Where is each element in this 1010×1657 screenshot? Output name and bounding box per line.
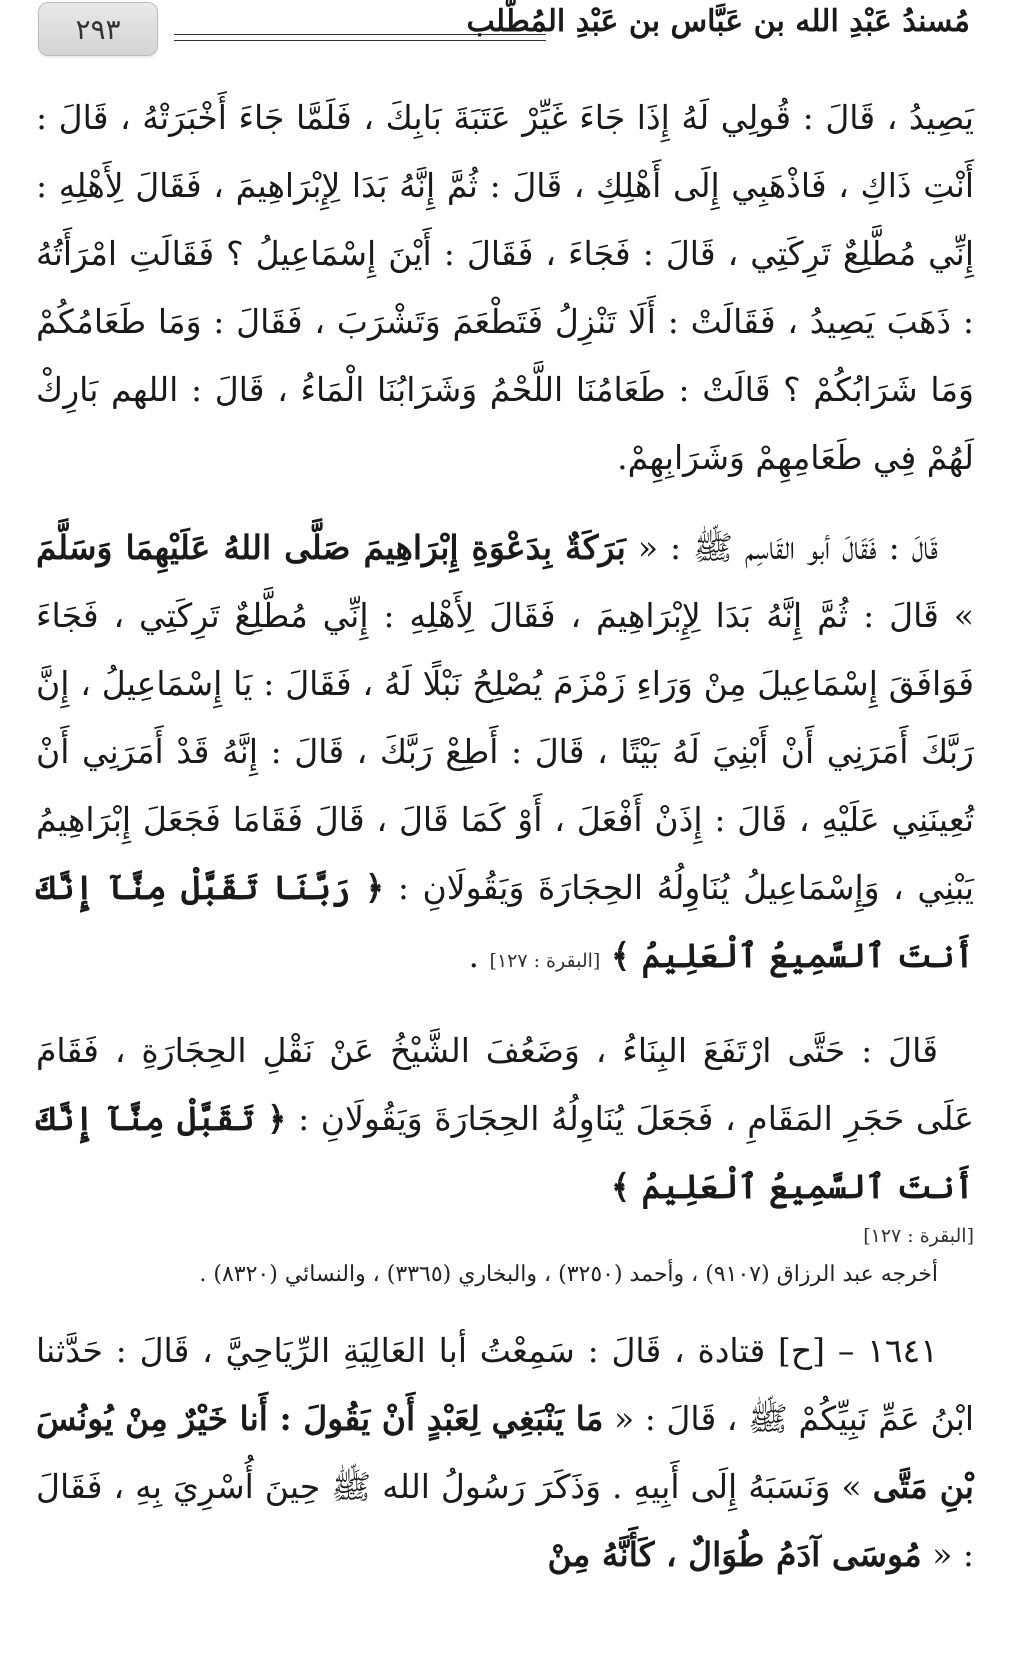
hadith-text: قتادة ، قَالَ : سَمِعْتُ أبا العَالِيَةِ الرِّيَاحِيَّ ، قَالَ : حَدَّثنا ابْنُ عَمِّ نَبِيِّكُمْ ﷺ ، قَالَ : «	[36, 1331, 974, 1438]
page-number-tab	[38, 2, 158, 56]
paragraph-2-end: .	[468, 936, 490, 975]
verse-reference: [البقرة : ١٢٧]	[863, 1225, 974, 1247]
paragraph-3	[36, 1017, 974, 1221]
hadith-1641	[36, 1317, 974, 1589]
paragraph-3-text: قَالَ : حَتَّى ارْتَفَعَ البِنَاءُ ، وَضَعُفَ الشَّيْخُ عَنْ نَقْلِ الحِجَارَةِ ، فَقَامَ عَلَى حَجَرِ المَقَامِ ، فَجَعَلَ يُنَاوِلُهُ الحِجَارَةَ وَيَقُولَانِ :	[36, 1031, 974, 1138]
takhrij-footnote: أخرجه عبد الرزاق (٩١٠٧) ، وأحمد (٣٢٥٠) ، والبخاري (٣٣٦٥) ، والنسائي (٨٣٢٠) .	[199, 1262, 938, 1287]
running-title: مُسندُ عَبْدِ الله بن عَبَّاس بن عَبْدِ المُطَّلب	[466, 4, 970, 39]
quran-verse: ﴿ رَبَّنَا تَقَبَّلْ مِنَّآ إِنَّكَ أَنتَ ٱلسَّمِيعُ ٱلْعَلِيمُ ﴾	[36, 868, 974, 975]
paragraph-2-lead: قَالَ : فَقَالَ أبو القَاسِم ﷺ : «	[625, 528, 938, 567]
page-body	[36, 84, 974, 1589]
quote-close: »	[953, 596, 974, 635]
paragraph-1: يَصِيدُ ، قَالَ : قُولِي لَهُ إِذَا جَاءَ غَيِّرْ عَتَبَةَ بَابِكَ ، فَلَمَّا جَاءَ أَخْبَرَتْهُ ، قَالَ : أَنْتِ ذَاكِ ، فَاذْهَبِي إِلَى أَهْلِكِ ، قَالَ : ثُمَّ إِنَّهُ بَدَا لِإِبْرَاهِيمَ ، فَقَالَ لِأَهْلِهِ : إِنِّي مُطَّلِعٌ تَرِكَتِي ، قَالَ : فَجَاءَ ، فَقَالَ : أَيْنَ إِسْمَاعِيلُ ؟ فَقَالَتِ امْرَأَتُهُ : ذَهَبَ يَصِيدُ ، فَقَالَتْ : أَلَا تَنْزِلُ فَتَطْعَمَ وَتَشْرَبَ ، فَقَالَ : وَمَا طَعَامُكُمْ وَمَا شَرَابُكُمْ ؟ قَالَتْ : طَعَامُنَا اللَّحْمُ وَشَرَابُنَا الْمَاءُ ، قَالَ : اللهم بَارِكْ لَهُمْ فِي طَعَامِهِمْ وَشَرَابِهِمْ.	[36, 98, 974, 477]
hadith-number: ١٦٤١ – [ح]	[765, 1331, 938, 1370]
paragraph-2-text: قَالَ : ثُمَّ إِنَّهُ بَدَا لِإِبْرَاهِيمَ ، فَقَالَ لِأَهْلِهِ : إِنِّي مُطَّلِعٌ تَرِكَتِي ، فَجَاءَ فَوَافَقَ إِسْمَاعِيلَ مِنْ وَرَاءِ زَمْزَمَ يُصْلِحُ نَبْلًا لَهُ ، فَقَالَ : يَا إِسْمَاعِيلُ ، إِنَّ رَبَّكَ أَمَرَنِي أَنْ أَبْنِيَ لَهُ بَيْتًا ، قَالَ : أَطِعْ رَبَّكَ ، قَالَ : إِنَّهُ قَدْ أَمَرَنِي أَنْ تُعِينَنِي عَلَيْهِ ، قَالَ : إِذَنْ أَفْعَلَ ، أَوْ كَمَا قَالَ ، قَالَ فَقَامَا فَجَعَلَ إِبْرَاهِيمُ يَبْنِي ، وَإِسْمَاعِيلُ يُنَاوِلُهُ الحِجَارَةَ وَيَقُولَانِ :	[36, 596, 974, 907]
verse-reference: [البقرة : ١٢٧]	[489, 950, 601, 972]
page-number: ٢٩٣	[75, 12, 121, 46]
prophetic-saying: بَرَكَةٌ بِدَعْوَةِ إِبْرَاهِيمَ صَلَّى اللهُ عَلَيْهِمَا وَسَلَّمَ	[36, 528, 626, 567]
hadith-text: » وَنَسَبَهُ إِلَى أَبِيهِ . وَذَكَرَ رَسُولُ الله ﷺ حِينَ أُسْرِيَ بِهِ ، فَقَالَ : «	[36, 1467, 974, 1574]
paragraph-2	[36, 514, 974, 995]
quran-verse: ﴿ تَقَبَّلْ مِنَّآ إِنَّكَ أَنتَ ٱلسَّمِيعُ ٱلْعَلِيمُ ﴾	[36, 1099, 974, 1206]
prophetic-saying: مُوسَى آدَمُ طُوَالٌ ، كَأَنَّهُ مِنْ	[547, 1535, 922, 1574]
prophetic-saying: مَا يَنْبَغِي لِعَبْدٍ أَنْ يَقُولَ : أَنا خَيْرٌ مِنْ يُونُسَ بْنِ مَتَّى	[36, 1399, 974, 1506]
